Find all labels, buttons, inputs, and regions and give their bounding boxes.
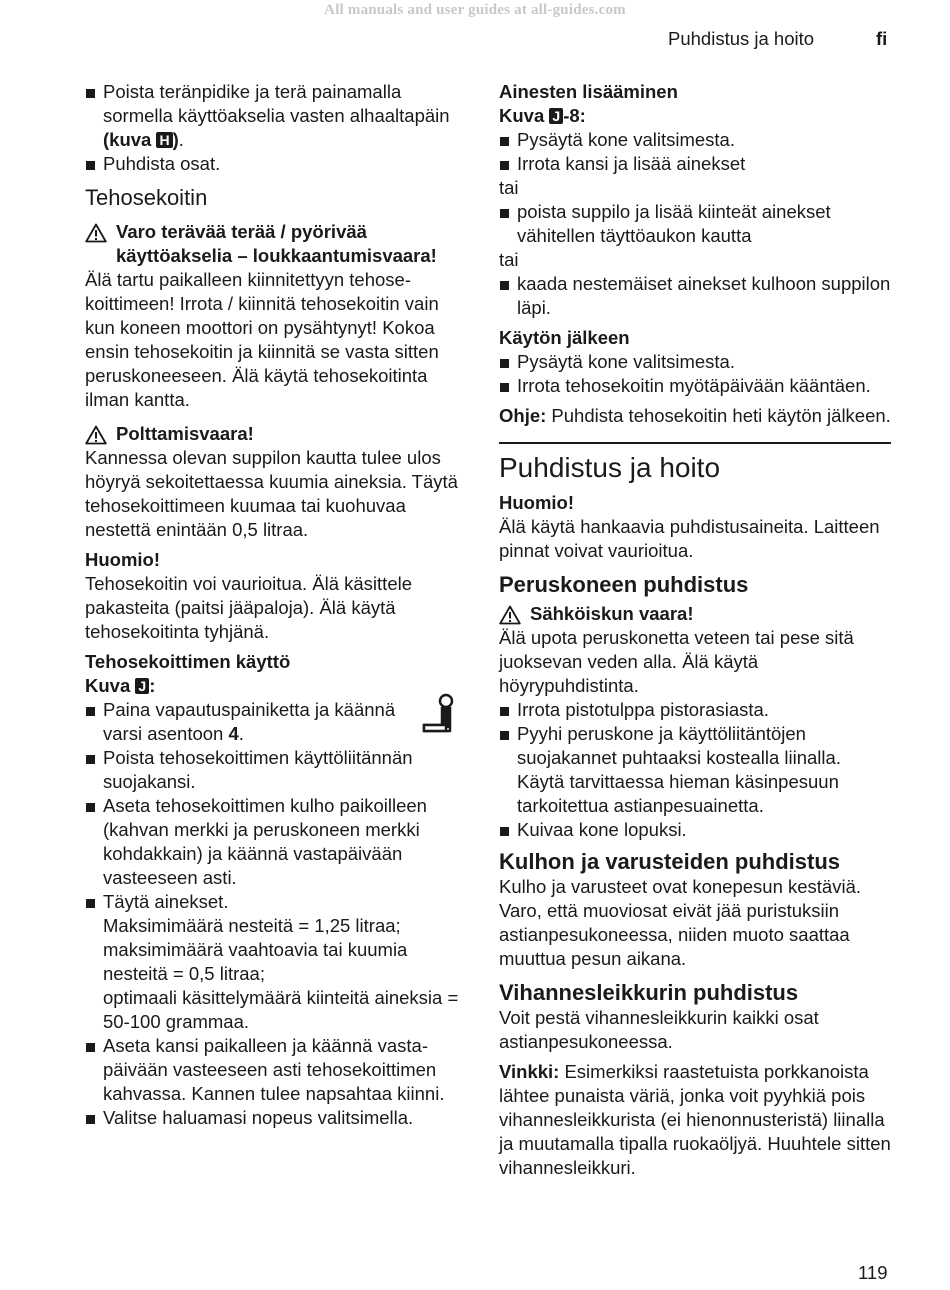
list-item: Täytä ainekset. Maksimimäärä nesteitä = 1,25 litraa; maksimimäärä vaahtoavia tai kuumia nesteitä = 0,5 litraa; optimaali käsittelymäärä kiinteitä aineksia = 50-100 grammaa.	[85, 890, 473, 1034]
warning-title: Varo terävää terää / pyörivää käyttöakselia – loukkaantumisvaara!	[85, 220, 473, 268]
arm-position-icon	[420, 692, 460, 740]
bullet-icon	[500, 707, 509, 716]
bullet-icon	[86, 1115, 95, 1124]
bullet-icon	[86, 1043, 95, 1052]
note-label: Huomio!	[85, 549, 161, 570]
adding-list	[499, 272, 891, 320]
subsection-heading-adding: Ainesten lisääminen	[499, 81, 678, 102]
bullet-icon	[86, 899, 95, 908]
warning-triangle-icon	[85, 425, 107, 445]
bullet-icon	[86, 89, 95, 98]
figure-reference: Kuva J :	[85, 675, 156, 696]
bullet-icon	[500, 731, 509, 740]
list-item: poista suppilo ja lisää kiinteät ainekset vähitellen täyttöaukon kautta	[499, 200, 891, 248]
note-text: Tehosekoitin voi vaurioitua. Älä käsittele pakasteita (paitsi jääpaloja). Älä käytä tehosekoitinta tyhjänä.	[85, 573, 413, 642]
or-text: tai	[499, 177, 519, 198]
bullet-icon	[500, 281, 509, 290]
list-item: Valitse haluamasi nopeus valitsimella.	[85, 1106, 473, 1130]
section-heading-cleaning: Puhdistus ja hoito	[499, 442, 891, 491]
list-item: Aseta kansi paikalleen ja käännä vastapäivään vasteeseen asti tehosekoittimen kahvassa. Kannen tulee napsahtaa kiinni.	[85, 1034, 473, 1106]
list-item: Aseta tehosekoittimen kulho paikoilleen (kahvan merkki ja peruskoneen merkki kohdakkain) ja käännä vastapäivään vasteeseen asti.	[85, 794, 473, 890]
left-column	[85, 80, 473, 1130]
intro-list	[85, 80, 473, 176]
watermark: All manuals and user guides at all-guides.com	[324, 2, 626, 18]
list-item: Paina vapautuspainiketta ja käännä varsi asentoon 4.	[85, 698, 473, 746]
section-heading-base-cleaning: Peruskoneen puhdistus	[499, 572, 749, 597]
subsection-heading-after-use: Käytön jälkeen	[499, 327, 630, 348]
adding-list	[499, 200, 891, 248]
figure-key-badge: J	[135, 678, 149, 694]
figure-key-badge: H	[156, 132, 172, 148]
note-label: Huomio!	[499, 492, 575, 513]
bullet-icon	[500, 359, 509, 368]
bullet-icon	[86, 707, 95, 716]
section-heading-vegetable-cutter-cleaning: Vihannesleikkurin puhdistus	[499, 980, 799, 1005]
list-item: Irrota kansi ja lisää ainekset	[499, 152, 891, 176]
list-item: Pysäytä kone valitsimesta.	[499, 350, 891, 374]
after-use-list	[499, 350, 891, 398]
running-header-title: Puhdistus ja hoito	[668, 28, 815, 49]
warning-text: Älä tartu paikalleen kiinnitettyyn tehosekoittimeen! Irrota / kiinnitä tehosekoitin vain kun koneen moottori on pysähtynyt! Kokoa ensin tehosekoitin ja kiinnitä se vasta sitten peruskoneeseen. Älä käytä tehosekoitinta ilman kantta.	[85, 269, 439, 410]
figure-key-badge: J	[549, 108, 563, 124]
figure-reference: Kuva J -8:	[499, 105, 586, 126]
list-item: Pysäytä kone valitsimesta.	[499, 128, 891, 152]
warning-triangle-icon	[85, 223, 107, 243]
section-heading-bowl-cleaning: Kulhon ja varusteiden puhdistus	[499, 849, 841, 874]
tip-paragraph: Vinkki: Esimerkiksi raastetuista porkkanoista lähtee punaista väriä, jonka voit pyyhkiä pois vihannesleikkurista (ei hienonnusteristä) liinalla ja muutamalla tipalla ruokaöljyä. Huuhtele sitten vihannesleikkuri.	[499, 1061, 891, 1178]
subsection-heading-usage: Tehosekoittimen käyttö	[85, 651, 291, 672]
base-cleaning-list	[499, 698, 891, 842]
bullet-icon	[500, 161, 509, 170]
list-item: Irrota tehosekoitin myötäpäivään kääntäen.	[499, 374, 891, 398]
list-item: Irrota pistotulppa pistorasiasta.	[499, 698, 891, 722]
list-item: Puhdista osat.	[85, 152, 473, 176]
list-item: Poista tehosekoittimen käyttöliitännän suojakansi.	[85, 746, 473, 794]
bullet-icon	[500, 383, 509, 392]
list-item: Kuivaa kone lopuksi.	[499, 818, 891, 842]
note-text: Älä käytä hankaavia puhdistusaineita. Laitteen pinnat voivat vaurioitua.	[499, 516, 880, 561]
bullet-icon	[86, 161, 95, 170]
warning-triangle-icon	[499, 605, 521, 625]
tip-paragraph: Ohje: Puhdista tehosekoitin heti käytön jälkeen.	[499, 405, 891, 426]
bullet-icon	[500, 137, 509, 146]
bullet-icon	[86, 803, 95, 812]
usage-steps-list	[85, 698, 473, 1130]
or-text: tai	[499, 249, 519, 270]
list-item: Poista teränpidike ja terä painamalla sormella käyttöakselia vasten alhaaltapäin (kuva H ).	[85, 80, 473, 152]
bullet-icon	[86, 755, 95, 764]
list-item: kaada nestemäiset ainekset kulhoon suppilon läpi.	[499, 272, 891, 320]
vegetable-cutter-text: Voit pestä vihannesleikkurin kaikki osat astianpesukoneessa.	[499, 1007, 819, 1052]
adding-list	[499, 128, 891, 176]
warning-title: Sähköiskun vaara!	[499, 602, 891, 626]
language-code: fi	[876, 28, 888, 49]
bowl-cleaning-text: Kulho ja varusteet ovat konepesun kestäviä. Varo, että muoviosat eivät jää puristuksiin astianpesukoneessa, niiden muoto saattaa muuttua pesun aikana.	[499, 876, 862, 969]
warning-title: Polttamisvaara!	[85, 422, 473, 446]
list-item: Pyyhi peruskone ja käyttöliitäntöjen suojakannet puhtaaksi kostealla liinalla. Käytä tarvittaessa hieman käsinpesuun tarkoitettua astianpesuainetta.	[499, 722, 891, 818]
page-number: 119	[858, 1262, 888, 1283]
section-heading-blender: Tehosekoitin	[85, 185, 208, 210]
bullet-icon	[500, 827, 509, 836]
right-column	[499, 80, 891, 1180]
warning-text: Älä upota peruskonetta veteen tai pese sitä juoksevan veden alla. Älä käytä höyrypuhdistinta.	[499, 627, 854, 696]
bullet-icon	[500, 209, 509, 218]
warning-text: Kannessa olevan suppilon kautta tulee ulos höyryä sekoitettaessa kuumia aineksia. Täytä tehosekoittimeen kuumaa tai kuohuvaa nestettä enintään 0,5 litraa.	[85, 447, 458, 540]
